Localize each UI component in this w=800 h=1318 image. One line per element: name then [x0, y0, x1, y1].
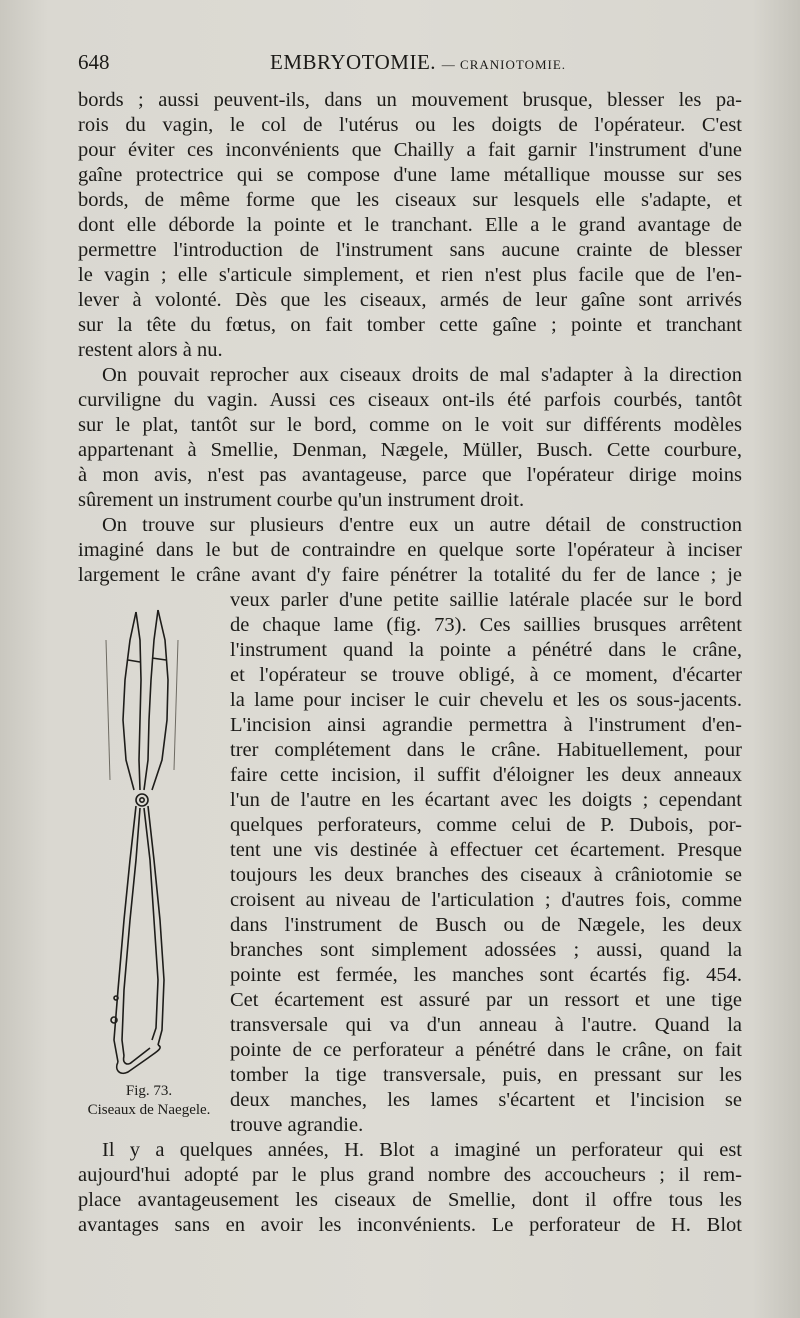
text-line: croisent au niveau de l'articulation ; d'autres fois, comme [230, 889, 742, 911]
text-line: Il y a quelques années, H. Blot a imaginé un perforateur qui est [102, 1139, 742, 1161]
text-line: lever à volonté. Dès que les ciseaux, armés de leur gaîne sont arrivés [78, 289, 742, 311]
text-line: l'instrument quand la pointe a pénétré dans le crâne, [230, 639, 742, 661]
text-line: sur le plat, tantôt sur le bord, comme on le voit sur différents modèles [78, 414, 742, 436]
running-title [270, 50, 566, 75]
section-title: — CRANIOTOMIE. [441, 57, 567, 72]
text-line: deux manches, les lames s'écartent et l'incision se [230, 1089, 742, 1111]
text-line: curviligne du vagin. Aussi ces ciseaux ont-ils été parfois courbés, tantôt [78, 389, 742, 411]
text-line: dont elle déborde la pointe et le tranchant. Elle a le grand avantage de [78, 214, 742, 236]
text-line: dans l'instrument de Busch ou de Nægele, les deux [230, 914, 742, 936]
page-number: 648 [78, 50, 110, 74]
running-header [78, 50, 750, 80]
figure-caption: Ciseaux de Naegele. [87, 1102, 211, 1118]
text-line: veux parler d'une petite saillie latérale placée sur le bord [230, 589, 742, 611]
text-line: imaginé dans le but de contraindre en quelque sorte l'opérateur à inciser [78, 539, 742, 561]
text-line: Cet écartement est assuré par un ressort et une tige [230, 989, 742, 1011]
text-line: tent une vis destinée à effectuer cet écartement. Presque [230, 839, 742, 861]
text-line: L'incision ainsi agrandie permettra à l'instrument d'en- [230, 714, 742, 736]
chapter-title: EMBRYOTOMIE. [270, 50, 437, 74]
text-line: pour éviter ces inconvénients que Chailly a fait garnir l'instrument d'une [78, 139, 742, 161]
text-line: gaîne protectrice qui se compose d'une lame métallique mousse sur ses [78, 164, 742, 186]
text-line: bords ; aussi peuvent-ils, dans un mouvement brusque, blesser les pa- [78, 89, 742, 111]
figure-73 [78, 600, 223, 1120]
scissors-illustration [78, 600, 223, 1090]
text-line: l'un de l'autre en les écartant avec les doigts ; cependant [230, 789, 742, 811]
text-line: quelques perforateurs, comme celui de P. Dubois, por- [230, 814, 742, 836]
text-line: largement le crâne avant d'y faire pénétrer la totalité du fer de lance ; je [78, 564, 742, 586]
text-line: toujours les deux branches des ciseaux à crâniotomie se [230, 864, 742, 886]
text-line: aujourd'hui adopté par le plus grand nombre des accoucheurs ; il rem- [78, 1164, 742, 1186]
text-line: pointe est fermée, les manches sont écartés fig. 454. [230, 964, 742, 986]
text-line: à mon avis, n'est pas avantageuse, parce que l'opérateur dirige moins [78, 464, 742, 486]
text-line: place avantageusement les ciseaux de Smellie, dont il offre tous les [78, 1189, 742, 1211]
text-line: rois du vagin, le col de l'utérus ou les doigts de l'opérateur. C'est [78, 114, 742, 136]
text-line: sur la tête du fœtus, on fait tomber cette gaîne ; pointe et tranchant [78, 314, 742, 336]
text-line: appartenant à Smellie, Denman, Nægele, Müller, Busch. Cette courbure, [78, 439, 742, 461]
text-line: trouve agrandie. [230, 1114, 364, 1136]
text-line: bords, de même forme que les ciseaux sur lesquels elle s'adapte, et [78, 189, 742, 211]
text-line: faire cette incision, il suffit d'éloigner les deux anneaux [230, 764, 742, 786]
text-line: restent alors à nu. [78, 339, 223, 361]
text-line: tomber la tige transversale, puis, en pressant sur les [230, 1064, 742, 1086]
text-line: sûrement un instrument courbe qu'un instrument droit. [78, 489, 525, 511]
text-line: transversale qui va d'un anneau à l'autre. Quand la [230, 1014, 742, 1036]
text-line: de chaque lame (fig. 73). Ces saillies brusques arrêtent [230, 614, 742, 636]
text-line: avantages sans en avoir les inconvénients. Le perforateur de H. Blot [78, 1214, 742, 1236]
text-line: la lame pour inciser le cuir chevelu et les os sous-jacents. [230, 689, 742, 711]
text-line: trer complétement dans le crâne. Habituellement, pour [230, 739, 742, 761]
text-line: On trouve sur plusieurs d'entre eux un autre détail de construction [102, 514, 742, 536]
text-line: On pouvait reprocher aux ciseaux droits de mal s'adapter à la direction [102, 364, 742, 386]
text-line: branches sont simplement adossées ; aussi, quand la [230, 939, 742, 961]
text-line: permettre l'introduction de l'instrument sans aucune crainte de blesser [78, 239, 742, 261]
text-line: le vagin ; elle s'articule simplement, et rien n'est plus facile que de l'en- [78, 264, 742, 286]
text-line: et l'opérateur se trouve obligé, à ce moment, d'écarter [230, 664, 742, 686]
figure-label: Fig. 73. [125, 1083, 173, 1099]
text-line: pointe de ce perforateur a pénétré dans le crâne, on fait [230, 1039, 742, 1061]
